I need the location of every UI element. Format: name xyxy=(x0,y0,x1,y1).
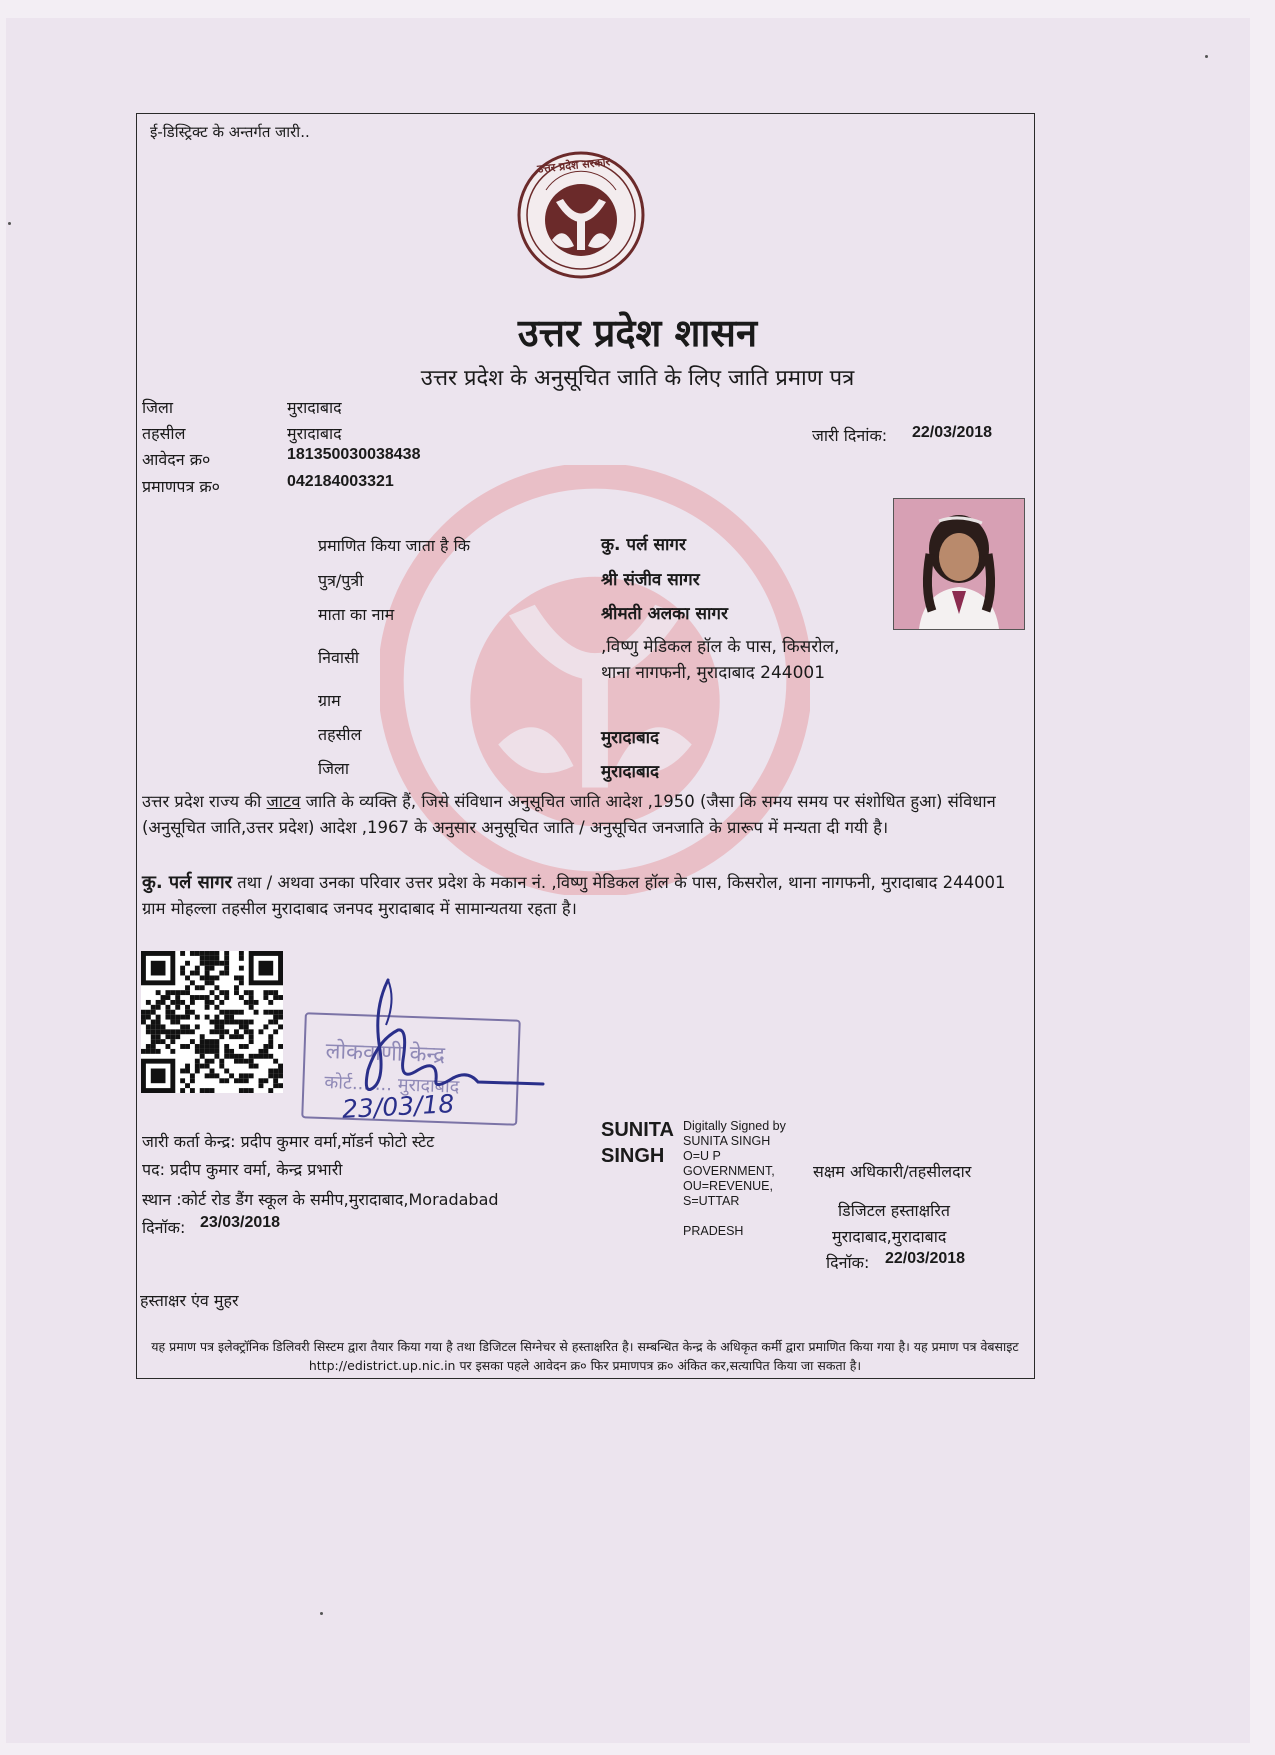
digital-signature-details: Digitally Signed by SUNITA SINGH O=U P GOVERNMENT, OU=REVENUE, S=UTTAR PRADESH xyxy=(683,1119,786,1238)
issuer-post: पद: प्रदीप कुमार वर्मा, केन्द्र प्रभारी xyxy=(142,1160,343,1179)
issuer-date: 23/03/2018 xyxy=(200,1214,281,1231)
resident-address-line2: थाना नागफनी, मुरादाबाद 244001 xyxy=(601,663,826,683)
caste-name: जाटव xyxy=(266,792,301,811)
child-of-label: पुत्र/पुत्री xyxy=(318,571,364,590)
residence-text: तथा / अथवा उनका परिवार उत्तर प्रदेश के मकान नं. ,विष्णु मेडिकल हॉल के पास, किसरोल, थाना नागफनी, मुरादाबाद 244001 ग्राम मोहल्ला तहसील मुरादाबाद जनपद मुरादाबाद में सामान्यतया रहता है। xyxy=(142,873,1006,918)
authority-line-1: डिजिटल हस्ताक्षरित xyxy=(838,1201,950,1220)
stamp-line-2: कोर्ट... ... मुरादाबाद xyxy=(324,1071,460,1098)
issuer-place: स्थान :कोर्ट रोड डैंग स्कूल के समीप,मुरादाबाद,Moradabad xyxy=(142,1190,499,1209)
father-name: श्री संजीव सागर xyxy=(601,570,700,590)
qr-code-icon xyxy=(141,951,283,1093)
district-value: मुरादाबाद xyxy=(287,398,342,417)
resident-address-line1: ,विष्णु मेडिकल हॉल के पास, किसरोल, xyxy=(601,637,840,657)
district-label: जिला xyxy=(142,398,174,417)
certified-name: कु. पर्ल सागर xyxy=(601,535,686,555)
tehsil-label: तहसील xyxy=(142,424,186,443)
application-no-label: आवेदन क्र० xyxy=(142,450,211,469)
mother-label: माता का नाम xyxy=(318,605,395,624)
scan-speck xyxy=(1205,55,1208,58)
authority-title: सक्षम अधिकारी/तहसीलदार xyxy=(813,1162,972,1181)
header-note: ई-डिस्ट्रिक्ट के अन्तर्गत जारी.. xyxy=(150,123,310,141)
application-no: 181350030038438 xyxy=(287,446,421,463)
caste-declaration-rest: जाति के व्यक्ति हैं, जिसे संविधान अनुसूचित जाति आदेश ,1950 (जैसा कि समय समय पर संशोधित हुआ) संविधान (अनुसूचित जाति,उत्तर प्रदेश) आदेश ,1967 के अनुसार अनुसूचित जाति / अनुसूचित जनजाति के प्रारूप में मन्यता दी गयी है। xyxy=(142,792,996,837)
scan-speck xyxy=(8,222,11,225)
details-district-value: मुरादाबाद xyxy=(601,762,660,782)
caste-declaration-paragraph xyxy=(142,789,1012,841)
issue-date: 22/03/2018 xyxy=(912,424,993,441)
village-label: ग्राम xyxy=(318,691,341,710)
certificate-subtitle: उत्तर प्रदेश के अनुसूचित जाति के लिए जाति प्रमाण पत्र xyxy=(420,366,855,391)
residence-paragraph xyxy=(142,870,1012,922)
stamp-line-1: लोकवाणी केन्द्र xyxy=(325,1039,446,1069)
digital-signer-name: SUNITA SINGH xyxy=(601,1119,674,1167)
scan-speck xyxy=(320,1612,323,1615)
tehsil-value: मुरादाबाद xyxy=(287,424,342,443)
signature-seal-note: हस्ताक्षर एंव मुहर xyxy=(140,1291,239,1310)
applicant-photo xyxy=(893,498,1025,630)
details-district-label: जिला xyxy=(318,759,350,778)
issuer-centre: जारी कर्ता केन्द्र: प्रदीप कुमार वर्मा,मॉडर्न फोटो स्टेट xyxy=(142,1132,435,1151)
authority-date-label: दिनॉक: xyxy=(826,1253,870,1272)
certificate-no: 042184003321 xyxy=(287,473,394,490)
caste-declaration-start: उत्तर प्रदेश राज्य की xyxy=(142,792,267,811)
details-tehsil-value: मुरादाबाद xyxy=(601,728,660,748)
certificate-no-label: प्रमाणपत्र क्र० xyxy=(142,477,220,496)
authority-line-2: मुरादाबाद,मुरादाबाद xyxy=(832,1227,947,1246)
details-tehsil-label: तहसील xyxy=(318,725,362,744)
mother-name: श्रीमती अलका सागर xyxy=(601,604,728,624)
authority-date: 22/03/2018 xyxy=(885,1250,966,1267)
issuer-date-label: दिनॉक: xyxy=(142,1218,186,1237)
stamp-handwritten-date: 23/03/18 xyxy=(341,1089,455,1124)
issue-date-label: जारी दिनांक: xyxy=(812,426,888,445)
residence-person-name: कु. पर्ल सागर xyxy=(142,872,232,893)
page-title: उत्तर प्रदेश शासन xyxy=(517,311,758,355)
emblem-text: उत्तर प्रदेश सरकार xyxy=(536,155,611,176)
resident-label: निवासी xyxy=(318,648,360,667)
footer-verification-note: यह प्रमाण पत्र इलेक्ट्रॉनिक डिलिवरी सिस्टम द्वारा तैयार किया गया है तथा डिजिटल सिग्नेचर से हस्ताक्षरित है। सम्बन्धित केन्द्र के अधिकृत कर्मी द्वारा प्रमाणित किया गया है। यह प्रमाण पत्र वेबसाइट http://edistrict.up.nic.in पर इसका पहले आवेदन क्र० फिर प्रमाणपत्र क्र० अंकित कर,सत्यापित किया जा सकता है। xyxy=(151,1339,1019,1373)
certified-label: प्रमाणित किया जाता है कि xyxy=(318,536,471,555)
applicant-portrait-icon xyxy=(894,499,1024,629)
